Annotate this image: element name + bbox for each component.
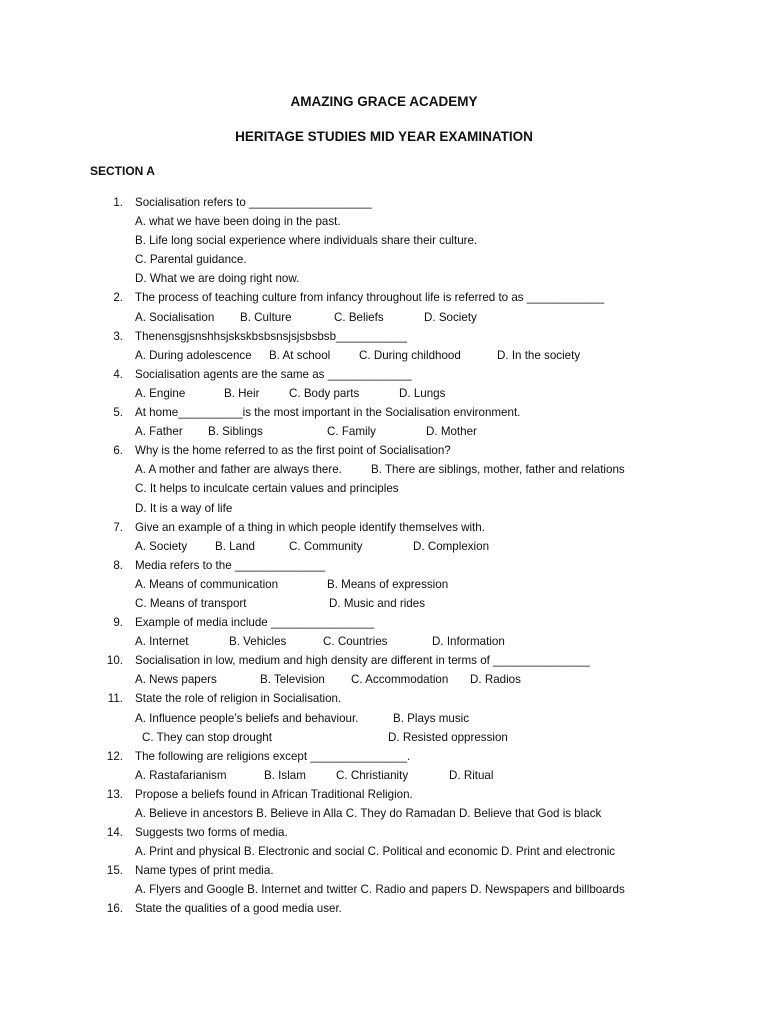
answer-option: D. Mother bbox=[426, 425, 477, 439]
answer-option: A. Father bbox=[135, 425, 183, 439]
question-number: 12. bbox=[106, 749, 123, 763]
answer-option: D. What we are doing right now. bbox=[135, 272, 300, 286]
answer-option: A. News papers bbox=[135, 673, 217, 687]
answer-option: B. At school bbox=[269, 348, 331, 362]
answer-option: C. Accommodation bbox=[351, 673, 449, 687]
answer-option: A. what we have been doing in the past. bbox=[135, 215, 341, 229]
question-text: Thenensgjsnshhsjskskbsbsnsjsjsbsbsb___________ bbox=[135, 329, 407, 343]
answer-option: A. During adolescence bbox=[135, 348, 252, 362]
answer-option: C. It helps to inculcate certain values and principles bbox=[135, 482, 399, 496]
question-text: Name types of print media. bbox=[135, 864, 274, 878]
question-text: Socialisation in low, medium and high density are different in terms of _______________ bbox=[135, 654, 590, 668]
question-number: 15. bbox=[106, 864, 123, 878]
answer-option: A. Internet bbox=[135, 635, 189, 649]
option-row bbox=[0, 479, 768, 498]
option-row bbox=[0, 594, 768, 613]
question-number: 1. bbox=[113, 196, 123, 209]
answer-option: B. Vehicles bbox=[229, 635, 287, 649]
question-number: 2. bbox=[113, 291, 123, 305]
question-text: Give an example of a thing in which people identify themselves with. bbox=[135, 520, 485, 534]
question-number: 7. bbox=[113, 520, 123, 534]
section-heading: SECTION A bbox=[90, 164, 155, 178]
answer-option: B. Islam bbox=[264, 768, 306, 782]
school-name: AMAZING GRACE ACADEMY bbox=[290, 94, 478, 109]
option-row bbox=[0, 766, 768, 785]
answer-option: B. Siblings bbox=[208, 425, 263, 439]
answer-option: B. Culture bbox=[240, 310, 292, 324]
question-text: At home__________is the most important in the Socialisation environment. bbox=[135, 406, 521, 420]
option-row bbox=[0, 346, 768, 365]
answer-option: C. Community bbox=[289, 539, 363, 553]
question-line bbox=[0, 518, 768, 537]
question-line bbox=[0, 288, 768, 307]
question-number: 13. bbox=[106, 787, 123, 801]
answer-option: D. Lungs bbox=[399, 386, 446, 400]
answer-option: B. Heir bbox=[224, 386, 260, 400]
answer-option: A. Means of communication bbox=[135, 577, 279, 591]
question-line bbox=[0, 689, 768, 708]
answer-option: C. Beliefs bbox=[334, 310, 384, 324]
question-number: 3. bbox=[113, 329, 123, 343]
answer-option: A. Influence people’s beliefs and behaviour. bbox=[135, 711, 359, 725]
question-number: 4. bbox=[113, 367, 123, 381]
question-text: The process of teaching culture from infancy throughout life is referred to as ____________ bbox=[135, 291, 605, 305]
option-row bbox=[0, 231, 768, 250]
option-row bbox=[0, 308, 768, 327]
answer-option: C. During childhood bbox=[359, 348, 461, 362]
question-line bbox=[0, 193, 768, 212]
question-text: State the role of religion in Socialisation. bbox=[135, 692, 342, 706]
option-row bbox=[0, 499, 768, 518]
question-line bbox=[0, 785, 768, 804]
answer-option: A. Print and physical B. Electronic and social C. Political and economic D. Print and electronic bbox=[135, 845, 616, 859]
answer-option: D. Resisted oppression bbox=[388, 730, 508, 744]
answer-option: C. Family bbox=[327, 425, 376, 439]
option-row bbox=[0, 728, 768, 747]
answer-option: D. Radios bbox=[470, 673, 521, 687]
question-number: 14. bbox=[106, 826, 123, 840]
option-row bbox=[0, 709, 768, 728]
answer-option: D. Information bbox=[432, 635, 505, 649]
answer-option: D. Society bbox=[424, 310, 477, 324]
question-text: Why is the home referred to as the first point of Socialisation? bbox=[135, 444, 451, 458]
option-row bbox=[0, 460, 768, 479]
question-line bbox=[0, 365, 768, 384]
question-line bbox=[0, 613, 768, 632]
question-text: Media refers to the ______________ bbox=[135, 558, 326, 572]
question-line bbox=[0, 327, 768, 346]
option-row bbox=[0, 212, 768, 231]
answer-option: D. Complexion bbox=[413, 539, 490, 553]
option-row bbox=[0, 670, 768, 689]
answer-option: B. Means of expression bbox=[327, 577, 449, 591]
question-text: Suggests two forms of media. bbox=[135, 826, 288, 840]
answer-option: A. Flyers and Google B. Internet and twitter C. Radio and papers D. Newspapers and billboards bbox=[135, 883, 625, 897]
question-line bbox=[0, 651, 768, 670]
answer-option: A. Society bbox=[135, 539, 188, 553]
option-row bbox=[0, 632, 768, 651]
option-row bbox=[0, 537, 768, 556]
question-text: Socialisation refers to ___________________ bbox=[135, 196, 372, 209]
answer-option: D. It is a way of life bbox=[135, 501, 233, 515]
answer-option: C. Countries bbox=[323, 635, 388, 649]
question-line bbox=[0, 441, 768, 460]
answer-option: B. Television bbox=[260, 673, 325, 687]
exam-title: HERITAGE STUDIES MID YEAR EXAMINATION bbox=[235, 129, 533, 144]
answer-option: A. Believe in ancestors B. Believe in Alla C. They do Ramadan D. Believe that God is black bbox=[135, 807, 602, 820]
answer-option: C. Parental guidance. bbox=[135, 253, 247, 267]
answer-option: B. Plays music bbox=[393, 711, 470, 725]
question-line bbox=[0, 823, 768, 842]
question-line bbox=[0, 899, 768, 918]
question-line bbox=[0, 403, 768, 422]
question-text: Socialisation agents are the same as _____________ bbox=[135, 367, 412, 381]
answer-option: A. Rastafarianism bbox=[135, 768, 227, 782]
answer-option: C. They can stop drought bbox=[142, 730, 272, 744]
question-text: The following are religions except _______________. bbox=[135, 749, 411, 763]
option-row bbox=[0, 804, 768, 823]
answer-option: B. Life long social experience where individuals share their culture. bbox=[135, 234, 478, 248]
option-row bbox=[0, 880, 768, 899]
question-text: Propose a beliefs found in African Traditional Religion. bbox=[135, 787, 413, 801]
question-number: 9. bbox=[113, 616, 123, 630]
question-line bbox=[0, 556, 768, 575]
answer-option: D. Ritual bbox=[449, 768, 494, 782]
option-row bbox=[0, 384, 768, 403]
answer-option: C. Means of transport bbox=[135, 596, 247, 610]
answer-option: B. There are siblings, mother, father and relations bbox=[371, 463, 625, 477]
answer-option: A. A mother and father are always there. bbox=[135, 463, 342, 477]
option-row bbox=[0, 422, 768, 441]
option-row bbox=[0, 250, 768, 269]
question-text: Example of media include ________________ bbox=[135, 616, 375, 630]
question-list bbox=[0, 193, 768, 919]
answer-option: C. Body parts bbox=[289, 386, 360, 400]
question-text: State the qualities of a good media user. bbox=[135, 902, 342, 916]
question-line bbox=[0, 747, 768, 766]
answer-option: D. Music and rides bbox=[329, 596, 426, 610]
answer-option: C. Christianity bbox=[336, 768, 409, 782]
answer-option: D. In the society bbox=[497, 348, 581, 362]
option-row bbox=[0, 842, 768, 861]
question-number: 11. bbox=[107, 692, 123, 706]
question-number: 8. bbox=[113, 558, 123, 572]
question-number: 6. bbox=[113, 444, 123, 458]
answer-option: B. Land bbox=[215, 539, 255, 553]
question-number: 5. bbox=[113, 406, 123, 420]
answer-option: A. Engine bbox=[135, 386, 186, 400]
question-number: 16. bbox=[106, 902, 123, 916]
answer-option: A. Socialisation bbox=[135, 310, 215, 324]
question-line bbox=[0, 861, 768, 880]
option-row bbox=[0, 269, 768, 288]
question-number: 10. bbox=[106, 654, 123, 668]
option-row bbox=[0, 575, 768, 594]
